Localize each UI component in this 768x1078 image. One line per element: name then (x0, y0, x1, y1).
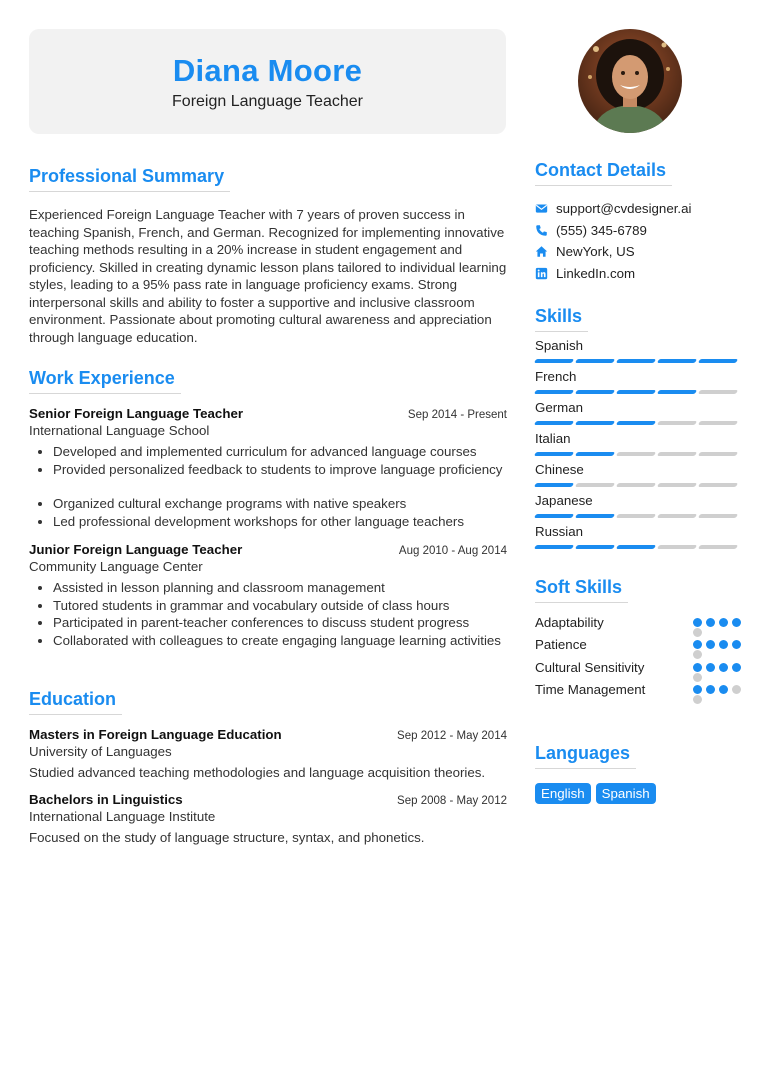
phone-icon (535, 224, 548, 237)
contact-location (535, 241, 745, 263)
contact-section (535, 160, 745, 284)
rating-dot (719, 663, 728, 672)
rating-dot (732, 663, 741, 672)
rating-dot (706, 685, 715, 694)
job-bullets (29, 443, 507, 530)
profile-photo (578, 29, 682, 133)
skill-level-segment (575, 452, 615, 456)
education-entry (29, 792, 507, 845)
sidebar (535, 160, 745, 804)
soft-skills-heading: Soft Skills (535, 577, 628, 603)
job-bullet: • Provided personalized feedback to students to improve language proficiency (53, 461, 507, 479)
skills-heading: Skills (535, 306, 588, 332)
education-section (29, 689, 507, 845)
skill-level-segment (616, 514, 656, 518)
education-date: Sep 2008 - May 2012 (397, 795, 507, 807)
skill-level-segment (534, 514, 574, 518)
soft-skill-item (535, 656, 745, 679)
skill-level-segment (534, 545, 574, 549)
skill-level-segment (534, 421, 574, 425)
experience-heading: Work Experience (29, 368, 181, 394)
rating-dot (719, 640, 728, 649)
soft-skill-item (535, 634, 745, 657)
contact-linkedin[interactable] (535, 263, 745, 285)
header (29, 29, 506, 134)
skill-item (535, 400, 745, 425)
rating-dot (719, 685, 728, 694)
soft-skill-name: Cultural Sensitivity (535, 659, 645, 675)
skill-level-bar (535, 545, 745, 549)
soft-skill-item (535, 611, 745, 634)
rating-dot (732, 685, 741, 694)
job-date: Aug 2010 - Aug 2014 (398, 545, 507, 557)
job-bullet: • Participated in parent-teacher conferences to discuss student progress (53, 614, 507, 632)
job-organization: Community Language Center (29, 559, 203, 574)
skills-section (535, 306, 745, 549)
skill-name: Chinese (535, 462, 584, 477)
skill-item (535, 493, 745, 518)
job-bullet: • Developed and implemented curriculum for advanced language courses (53, 443, 507, 461)
rating-dot (706, 663, 715, 672)
skill-level-segment (698, 421, 738, 425)
education-entry (29, 727, 507, 780)
job-bullet: • Collaborated with colleagues to create engaging language learning activities (53, 632, 507, 650)
skill-name: Italian (535, 431, 571, 446)
school-name: University of Languages (29, 744, 172, 759)
skill-level-segment (575, 390, 615, 394)
contact-phone[interactable] (535, 220, 745, 242)
rating-dot (693, 618, 702, 627)
main-column (29, 166, 507, 845)
job-bullet: • Assisted in lesson planning and classroom management (53, 579, 507, 597)
skill-level-segment (575, 421, 615, 425)
skill-level-bar (535, 514, 745, 518)
rating-dot (693, 663, 702, 672)
skill-name: German (535, 400, 584, 415)
job-bullet: • Led professional development workshops for other language teachers (53, 513, 507, 531)
soft-skill-item (535, 679, 745, 702)
skill-level-segment (698, 514, 738, 518)
rating-dot (732, 640, 741, 649)
experience-section (29, 368, 507, 649)
skill-level-segment (534, 452, 574, 456)
contact-heading: Contact Details (535, 160, 672, 186)
education-date: Sep 2012 - May 2014 (397, 730, 507, 742)
skill-level-segment (698, 545, 738, 549)
skill-level-segment (534, 483, 574, 487)
summary-heading: Professional Summary (29, 166, 230, 192)
soft-skill-rating (693, 685, 745, 694)
skill-item (535, 369, 745, 394)
candidate-title: Foreign Language Teacher (172, 93, 363, 110)
contact-email-text: support@cvdesigner.ai (556, 201, 692, 217)
skill-level-segment (616, 390, 656, 394)
skill-level-segment (698, 390, 738, 394)
skill-level-segment (575, 483, 615, 487)
job-bullet: • Tutored students in grammar and vocabulary outside of class hours (53, 597, 507, 615)
summary-section (29, 166, 507, 346)
job-entry (29, 542, 507, 649)
skill-level-segment (657, 390, 697, 394)
soft-skill-rating (693, 640, 745, 649)
skill-level-segment (698, 359, 738, 363)
soft-skills-section (535, 577, 745, 701)
skill-level-segment (616, 421, 656, 425)
rating-dot (732, 618, 741, 627)
job-bullets (29, 579, 507, 649)
skill-level-segment (616, 452, 656, 456)
skill-level-bar (535, 390, 745, 394)
rating-dot (706, 640, 715, 649)
soft-skill-name: Time Management (535, 682, 646, 698)
skill-name: Spanish (535, 338, 584, 353)
skill-item (535, 431, 745, 456)
skill-level-segment (616, 359, 656, 363)
skill-level-segment (657, 514, 697, 518)
skill-level-segment (616, 545, 656, 549)
soft-skill-name: Adaptability (535, 614, 604, 630)
skill-level-segment (657, 483, 697, 487)
skill-level-segment (657, 545, 697, 549)
job-bullet: • Organized cultural exchange programs with native speakers (53, 495, 507, 513)
skill-level-segment (575, 514, 615, 518)
contact-phone-text: (555) 345-6789 (556, 222, 647, 238)
job-date: Sep 2014 - Present (407, 409, 507, 421)
skill-level-bar (535, 483, 745, 487)
skill-level-segment (534, 390, 574, 394)
skill-name: Russian (535, 524, 584, 539)
education-description: Focused on the study of language structure, syntax, and phonetics. (29, 830, 425, 845)
linkedin-icon (535, 267, 548, 280)
rating-dot (693, 640, 702, 649)
languages-heading: Languages (535, 743, 636, 769)
contact-email[interactable] (535, 198, 745, 220)
education-description: Studied advanced teaching methodologies and language acquisition theories. (29, 765, 486, 780)
skill-item (535, 462, 745, 487)
skill-item (535, 524, 745, 549)
skill-name: Japanese (535, 493, 593, 508)
language-tag: Spanish (596, 783, 656, 804)
skill-level-bar (535, 452, 745, 456)
rating-dot (693, 685, 702, 694)
envelope-icon (535, 202, 548, 215)
language-tag: English (535, 783, 591, 804)
skill-level-segment (698, 483, 738, 487)
skill-level-bar (535, 421, 745, 425)
skill-level-segment (657, 421, 697, 425)
skill-level-segment (657, 359, 697, 363)
skill-level-segment (534, 359, 574, 363)
languages-section (535, 743, 745, 804)
skill-level-segment (657, 452, 697, 456)
skill-level-segment (698, 452, 738, 456)
education-heading: Education (29, 689, 122, 715)
job-entry (29, 406, 507, 530)
rating-dot (719, 618, 728, 627)
contact-location-text: NewYork, US (556, 244, 635, 260)
home-icon (535, 245, 548, 258)
skill-name: French (535, 369, 577, 384)
candidate-name: Diana Moore (172, 53, 363, 88)
rating-dot (706, 618, 715, 627)
soft-skill-rating (693, 663, 745, 672)
skill-level-segment (575, 359, 615, 363)
contact-linkedin-text: LinkedIn.com (556, 265, 636, 281)
skill-level-segment (575, 545, 615, 549)
rating-dot (693, 695, 702, 704)
soft-skill-name: Patience (535, 637, 587, 653)
soft-skill-rating (693, 618, 745, 627)
school-name: International Language Institute (29, 809, 216, 824)
job-title: Senior Foreign Language Teacher (29, 406, 244, 421)
degree-title: Bachelors in Linguistics (29, 792, 183, 807)
job-title: Junior Foreign Language Teacher (29, 542, 243, 557)
skill-level-segment (616, 483, 656, 487)
summary-text: Experienced Foreign Language Teacher with 7 years of proven success in teaching Spanish, French, and German. Recognized for implementing innovative teaching methods resulting in a 20% increase in student engagement and proficiency. Skilled in creating dynamic lesson plans tailored to individual learning styles, leading to a 95% pass rate in language proficiency exams. Strong interpersonal skills and ability to foster a supportive and inclusive classroom environment. Passionate about promoting cultural awareness and appreciation through language education. (29, 207, 507, 345)
skill-level-bar (535, 359, 745, 363)
degree-title: Masters in Foreign Language Education (29, 727, 282, 742)
job-organization: International Language School (29, 423, 210, 438)
skill-item (535, 338, 745, 363)
profile-photo-image (578, 29, 682, 133)
